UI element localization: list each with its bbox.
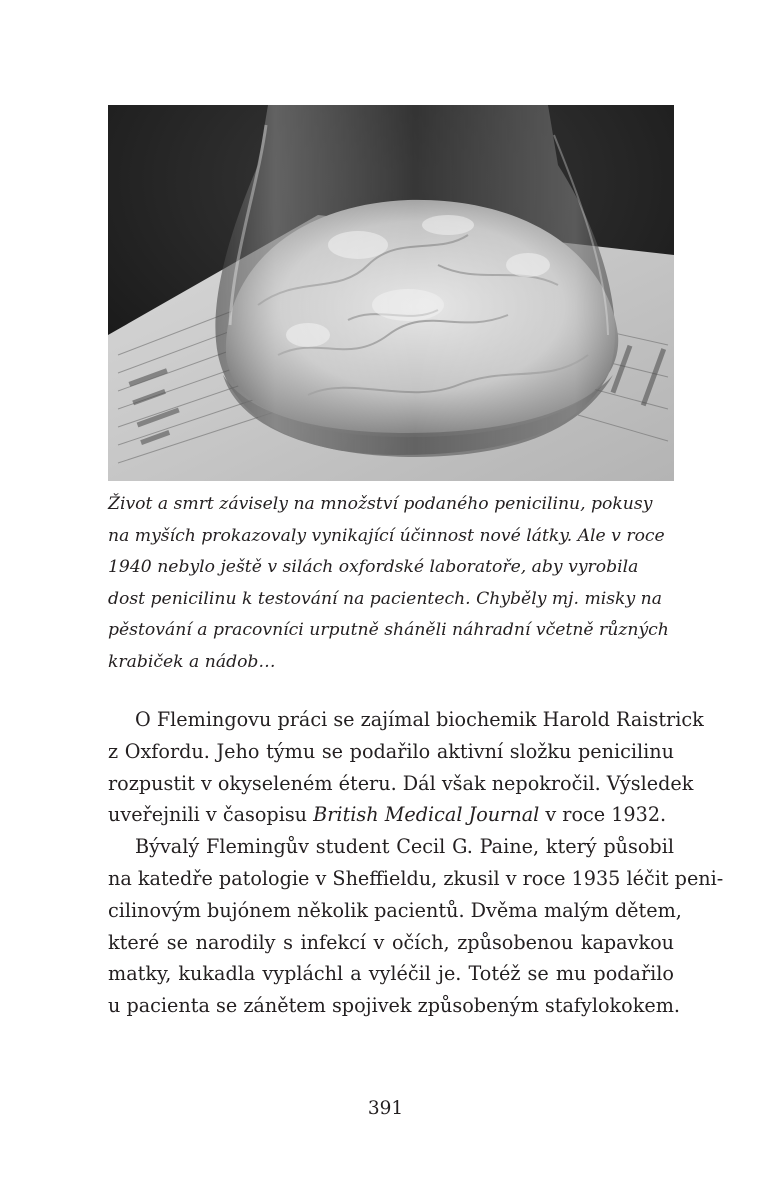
photo-penicillin-flask xyxy=(108,105,674,481)
text-line xyxy=(108,799,674,831)
photo-caption xyxy=(108,489,674,679)
text-fragment: uveřejnili v časopisu xyxy=(108,803,314,827)
text-fragment: v roce 1932. xyxy=(539,803,667,827)
text-line: O Flemingovu práci se zajímal biochemik Harold Raistrick xyxy=(135,708,704,731)
caption-line: Život a smrt závisely na množství podaného penicilinu, pokusy xyxy=(108,494,653,514)
paragraph-raistrick xyxy=(108,704,704,831)
paragraph-paine xyxy=(108,831,724,1022)
text-line: cilinovým bujónem několik pacientů. Dvěma malým dětem, xyxy=(108,898,682,922)
caption-line: krabiček a nádob… xyxy=(108,651,276,672)
text-line: u pacienta se zánětem spojivek způsobeným stafylokokem. xyxy=(108,994,680,1018)
text-line: matky, kukadla vypláchl a vyléčil je. Totéž se mu podařilo xyxy=(108,962,674,986)
text-line: na katedře patologie v Sheffieldu, zkusil v roce 1935 léčit peni- xyxy=(108,866,724,890)
body-text xyxy=(108,704,724,1022)
text-line: z Oxfordu. Jeho týmu se podařilo aktivní složku penicilinu xyxy=(108,739,674,763)
text-line: Bývalý Flemingův student Cecil G. Paine, který působil xyxy=(135,835,674,859)
caption-line: 1940 nebylo ještě v silách oxfordské laboratoře, aby vyrobila xyxy=(108,557,639,578)
caption-line: na myších prokazovaly vynikající účinnost nové látky. Ale v roce xyxy=(108,525,665,546)
journal-title: British Medical Journal xyxy=(313,803,540,827)
text-line: které se narodily s infekcí v očích, způsobenou kapavkou xyxy=(108,930,674,954)
page-number: 391 xyxy=(367,1098,404,1119)
caption-line: dost penicilinu k testování na pacientech. Chyběly mj. misky na xyxy=(108,588,662,609)
text-line: rozpustit v okyseleném éteru. Dál však nepokročil. Výsledek xyxy=(108,771,694,795)
caption-line: pěstování a pracovníci urputně sháněli náhradní včetně různých xyxy=(108,620,669,641)
